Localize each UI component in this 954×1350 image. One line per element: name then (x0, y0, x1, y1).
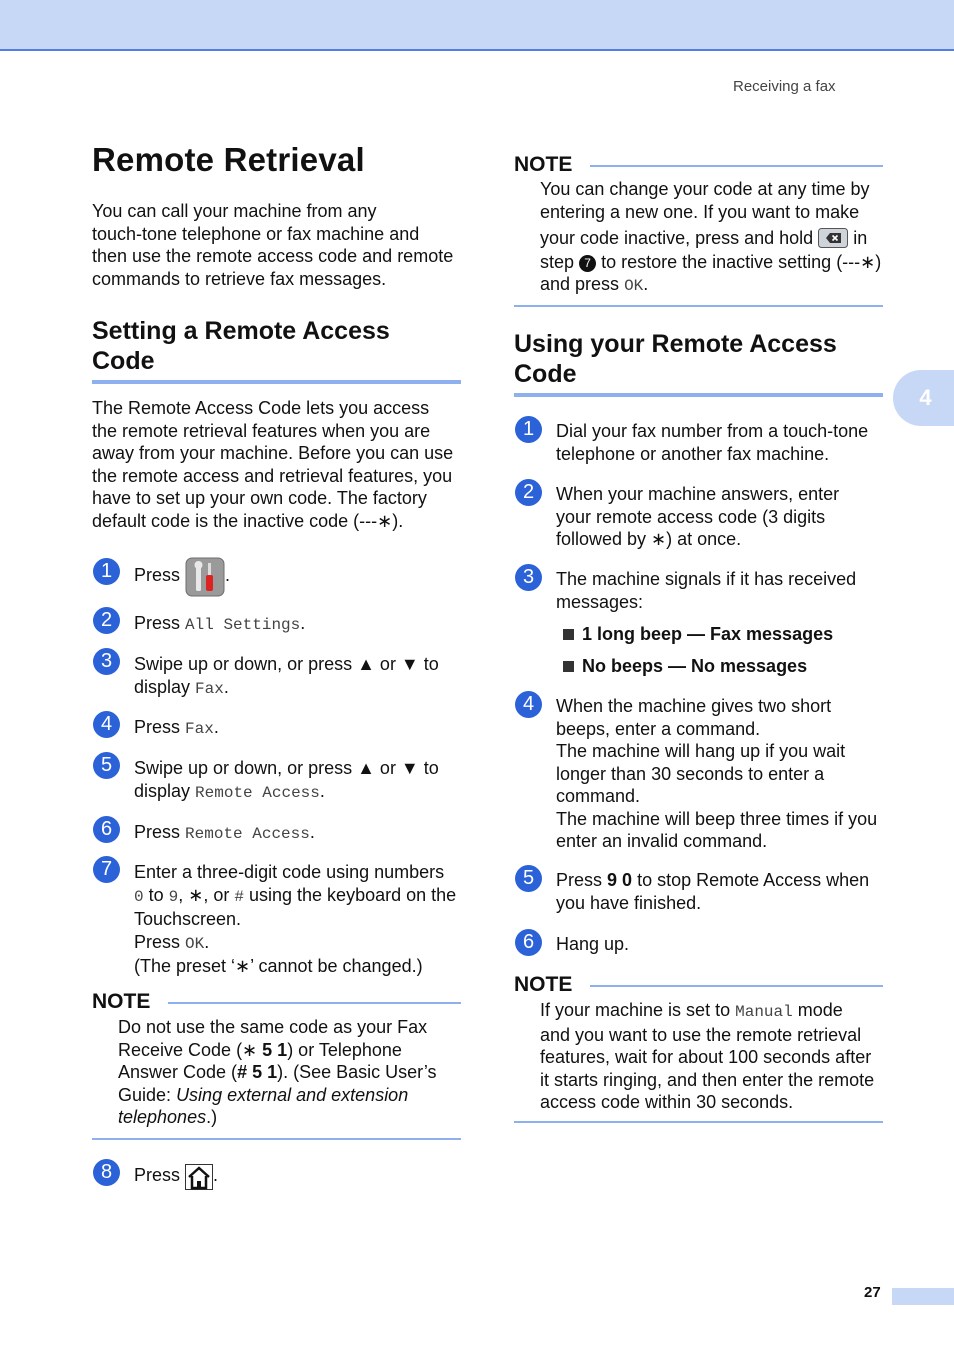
guide-title: Using external and extension (176, 1084, 409, 1105)
heading-line: Setting a Remote Access (92, 317, 390, 345)
bullet-text: No beeps — No messages (582, 656, 808, 676)
body-line: default code is the inactive code (---∗). (92, 510, 404, 531)
text: Guide: (118, 1084, 172, 1105)
code-bold: 5 1 (262, 1039, 288, 1060)
step-line: followed by ∗) at once. (556, 529, 742, 549)
note-line-text: Do not use the same code as your Fax (118, 1017, 428, 1037)
step-line: messages: (556, 591, 644, 612)
step-line: Swipe up or down, or press ▲ or ▼ to (134, 758, 439, 778)
step-number: 5 (93, 752, 120, 779)
step-text (134, 716, 219, 741)
note-label: NOTE (514, 153, 573, 176)
body-line: The Remote Access Code lets you access (92, 398, 430, 418)
step-label: Press (134, 613, 181, 633)
step-line: When your machine answers, enter (556, 484, 840, 504)
punct: . (213, 1165, 219, 1185)
ui-term-ok: OK (624, 277, 644, 295)
step-number: 6 (93, 816, 120, 843)
punct: . (213, 717, 219, 737)
note-line-text (118, 1039, 463, 1062)
step-label: Press (556, 870, 603, 890)
guide-title: telephones (118, 1107, 207, 1127)
note-line-text (118, 1084, 463, 1107)
step-text (556, 568, 856, 613)
step-text (134, 757, 439, 804)
step-line: display (134, 676, 191, 697)
intro-line: commands to retrieve fax messages. (92, 268, 387, 289)
step-line (134, 931, 456, 956)
digit-nine: 9 (168, 887, 179, 906)
step-number: 1 (93, 558, 120, 585)
step-label: Press (134, 931, 181, 952)
step-text (134, 861, 456, 978)
note-heading (92, 990, 461, 1014)
heading-rule (92, 380, 461, 384)
note-heading (514, 973, 883, 997)
note-body (540, 999, 885, 1114)
ui-term-manual: Manual (735, 1003, 793, 1021)
step-label: Press (134, 1165, 181, 1185)
step-line: beeps, enter a command. (556, 718, 761, 739)
text: If your machine is set to (540, 1000, 731, 1020)
note-line-text: You can change your code at any time by (540, 179, 870, 199)
ui-term-fax: Fax (185, 720, 214, 738)
note-line-text (540, 273, 885, 298)
section-heading-using (514, 329, 837, 389)
home-icon[interactable] (185, 1163, 213, 1190)
step-line: display (134, 780, 191, 801)
bullet-text: 1 long beep — Fax messages (582, 624, 834, 644)
digit-zero: 0 (134, 887, 144, 906)
text: Receive Code (∗ (118, 1039, 258, 1060)
page-title: Remote Retrieval (92, 141, 365, 178)
setting-paragraph (92, 397, 464, 532)
note-heading (514, 153, 883, 177)
step-line: you have finished. (556, 892, 702, 913)
punct: . (204, 931, 210, 952)
note-body (540, 178, 885, 298)
punct: . (309, 822, 315, 842)
step-text (134, 653, 439, 700)
punct: . (223, 676, 229, 697)
star-text: , ∗, or (178, 884, 230, 905)
note-box-right-top (514, 153, 883, 177)
key-sequence: 9 0 (607, 870, 633, 890)
step-number: 4 (515, 691, 542, 718)
running-header: Receiving a fax (733, 78, 836, 95)
step-line: Hang up. (556, 934, 630, 954)
top-band (0, 0, 954, 51)
note-line-text (540, 251, 885, 274)
step-number: 3 (93, 648, 120, 675)
text: Answer Code ( (118, 1062, 238, 1082)
step-line: Touchscreen. (134, 909, 242, 929)
step-line: telephone or another fax machine. (556, 443, 830, 464)
punct: . (300, 613, 306, 633)
note-box-left (92, 990, 461, 1014)
hash-key: # (234, 887, 244, 906)
step-number: 2 (515, 479, 542, 506)
bullet-square (563, 629, 574, 640)
step-label: Press (134, 822, 181, 842)
heading-line: Code (92, 347, 155, 375)
note-line-text: it starts ringing, and then enter the remote (540, 1069, 875, 1090)
body-line: the remote retrieval features when you are (92, 420, 431, 441)
intro-paragraph (92, 200, 462, 290)
step-number: 4 (93, 711, 120, 738)
backspace-icon[interactable] (818, 228, 848, 251)
step-line: your remote access code (3 digits (556, 506, 826, 527)
heading-line: Using your Remote Access (514, 330, 837, 358)
step-line: enter an invalid command. (556, 831, 768, 851)
page-number-band (892, 1288, 954, 1305)
chapter-tab: 4 (893, 370, 954, 426)
step-label: Press (134, 717, 181, 737)
body-line: the remote access and retrieval features, you (92, 465, 453, 486)
note-line-text (540, 227, 885, 251)
settings-tools-icon[interactable] (185, 556, 225, 597)
step-number: 6 (515, 929, 542, 956)
page-number: 27 (864, 1284, 881, 1301)
intro-line: You can call your machine from any (92, 201, 377, 221)
step-text (556, 933, 629, 956)
section-heading-setting (92, 316, 390, 376)
note-rule (590, 165, 883, 167)
step-number: 1 (515, 416, 542, 443)
text: ). (See Basic User’s (277, 1062, 437, 1082)
step-label: Press (134, 565, 181, 585)
step-line: The machine signals if it has received (556, 569, 857, 589)
note-bottom-rule (514, 1121, 883, 1123)
step-number: 2 (93, 607, 120, 634)
text: and press (540, 274, 620, 294)
step-line (134, 884, 456, 909)
ui-term-remote-access: Remote Access (185, 825, 310, 843)
note-body (118, 1016, 463, 1129)
intro-line: touch-tone telephone or fax machine and (92, 223, 420, 244)
text: . (643, 274, 649, 294)
step-text (134, 555, 230, 597)
text: to stop Remote Access when (637, 870, 870, 890)
step-line: command. (556, 786, 641, 806)
step-line: (The preset ‘∗’ cannot be changed.) (134, 956, 423, 976)
word-to: to (148, 884, 164, 905)
note-label: NOTE (92, 990, 151, 1013)
step-line: The machine will beep three times if you (556, 808, 878, 829)
text: in (853, 228, 868, 248)
note-line-text (118, 1106, 463, 1129)
step-text (556, 483, 839, 551)
punct: . (225, 565, 231, 585)
note-box-right-bottom (514, 973, 883, 997)
step-text (134, 821, 315, 846)
note-line-text (118, 1061, 463, 1084)
note-bottom-rule (92, 1138, 461, 1140)
heading-line: Code (514, 360, 577, 388)
step-line: longer than 30 seconds to enter a (556, 763, 825, 784)
step-line: Swipe up or down, or press ▲ or ▼ to (134, 654, 439, 674)
text: mode (797, 1000, 843, 1020)
step-line: Dial your fax number from a touch-tone (556, 421, 869, 441)
ui-term-all-settings: All Settings (185, 616, 301, 634)
body-line: away from your machine. Before you can use (92, 443, 454, 463)
intro-line: then use the remote access code and remote (92, 246, 454, 266)
step-text (556, 869, 869, 914)
text: .) (206, 1107, 218, 1127)
text: ) or Telephone (287, 1039, 402, 1060)
note-bottom-rule (514, 305, 883, 307)
step-line (556, 869, 869, 892)
note-line-text: access code within 30 seconds. (540, 1092, 794, 1112)
list-item (563, 655, 807, 677)
step-number: 7 (93, 856, 120, 883)
note-line-text: and you want to use the remote retrieval (540, 1024, 862, 1045)
bullet-square (563, 661, 574, 672)
note-line-text (540, 999, 885, 1024)
step-text (134, 1162, 218, 1190)
note-label: NOTE (514, 973, 573, 996)
ui-term-fax: Fax (195, 679, 224, 698)
note-rule (168, 1002, 461, 1004)
step-number: 5 (515, 865, 542, 892)
note-rule (590, 985, 883, 987)
step-text (556, 420, 868, 465)
step-number: 8 (93, 1159, 120, 1186)
step-line: When the machine gives two short (556, 696, 832, 716)
ui-term-ok: OK (185, 934, 205, 953)
note-line-text: entering a new one. If you want to make (540, 201, 860, 222)
step-number: 3 (515, 564, 542, 591)
ui-term-remote-access: Remote Access (195, 783, 320, 802)
step-text (556, 695, 877, 853)
body-line: have to set up your own code. The factory (92, 488, 427, 508)
note-line-text: features, wait for about 100 seconds after (540, 1047, 872, 1067)
step-text (134, 612, 305, 637)
code-bold: # 5 1 (237, 1062, 278, 1082)
text: your code inactive, press and hold (540, 228, 814, 248)
punct: . (319, 780, 325, 801)
step-line-tail: using the keyboard on the (249, 884, 457, 905)
step-line: The machine will hang up if you wait (556, 741, 846, 761)
text: step (540, 251, 575, 272)
list-item (563, 623, 833, 645)
text: to restore the inactive setting (---∗) (601, 251, 882, 272)
heading-rule (514, 393, 883, 397)
step-line: Enter a three-digit code using numbers (134, 862, 445, 882)
step-reference-badge: 7 (579, 255, 596, 272)
